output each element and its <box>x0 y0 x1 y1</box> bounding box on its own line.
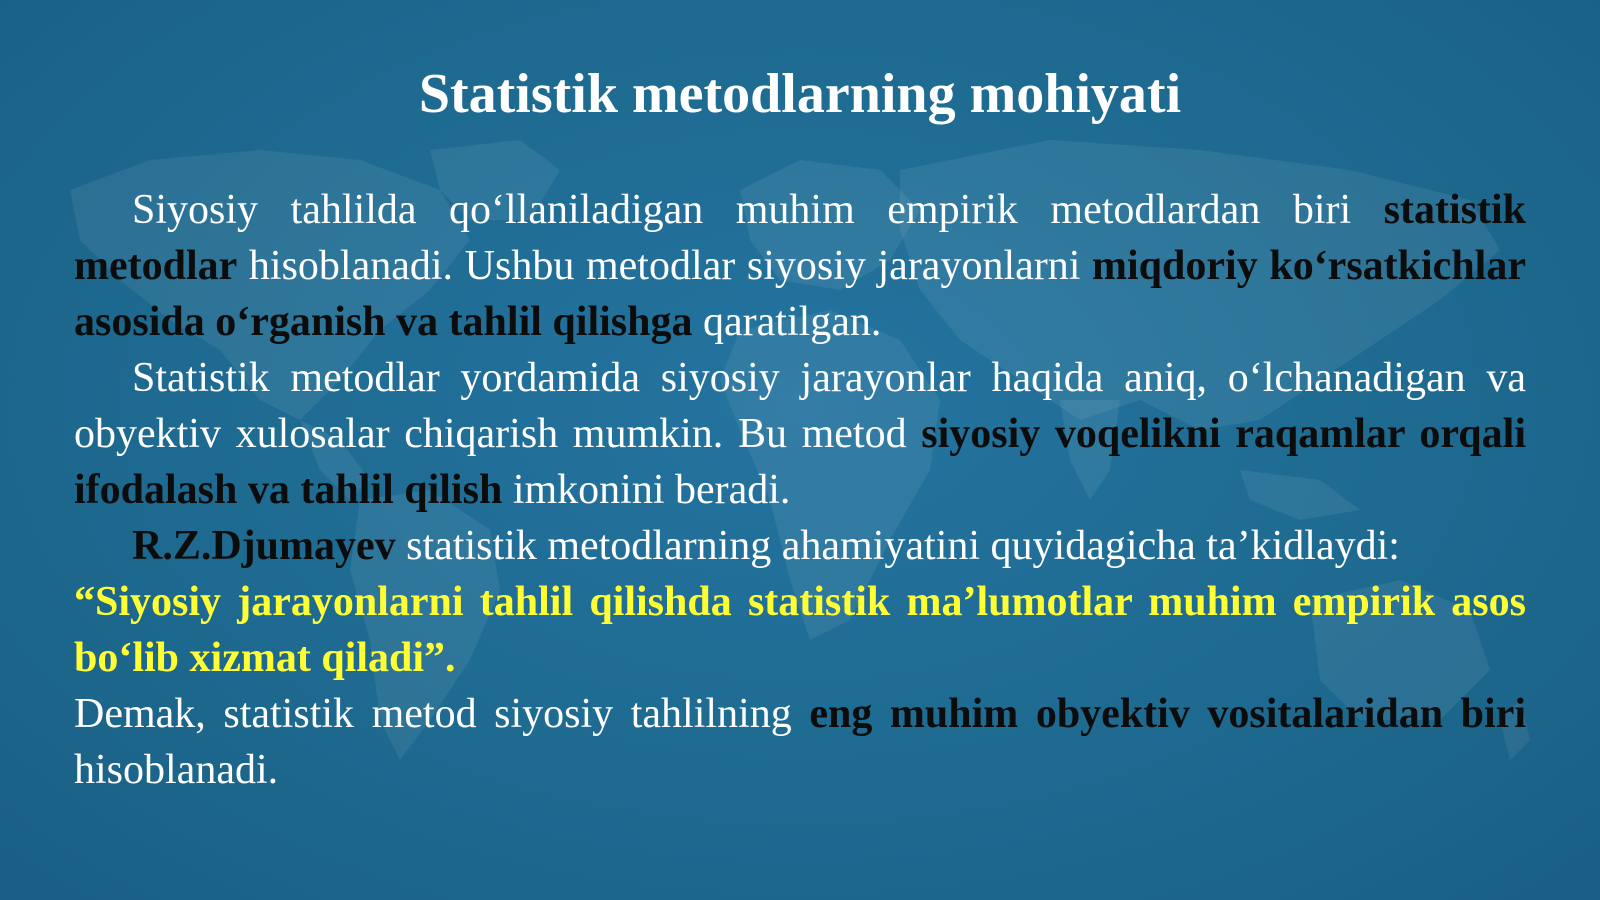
paragraph-1 <box>74 182 1526 350</box>
paragraph-1-text-c: qaratilgan. <box>692 299 882 345</box>
quote-text: “Siyosiy jarayonlarni tahlil qilishda statistik ma’lumotlar muhim empirik asos bo‘lib xizmat qiladi”. <box>74 579 1526 681</box>
paragraph-1-emphasis-b: miqdoriy ko‘rsatkichlar asosida o‘rganish va tahlil qilishga <box>74 243 1526 345</box>
paragraph-4-text-b: hisoblanadi. <box>74 747 279 793</box>
paragraph-1-text-b: hisoblanadi. Ushbu metodlar siyosiy jarayonlarni <box>237 243 1093 289</box>
paragraph-2-text-b: imkonini beradi. <box>502 467 791 513</box>
slide-title: Statistik metodlarning mohiyati <box>418 63 1182 125</box>
paragraph-3-text: statistik metodlarning ahamiyatini quyidagicha ta’kidlaydi: <box>395 523 1400 569</box>
paragraph-4-emphasis: eng muhim obyektiv vositalaridan biri <box>809 691 1527 737</box>
slide-body <box>74 182 1526 798</box>
paragraph-4 <box>74 686 1526 798</box>
author-name: R.Z.Djumayev <box>132 523 396 569</box>
paragraph-1-text-a: Siyosiy tahlilda qo‘llaniladigan muhim empirik metodlardan biri <box>132 187 1384 233</box>
paragraph-3 <box>74 518 1526 574</box>
paragraph-4-text-a: Demak, statistik metod siyosiy tahlilning <box>74 691 810 737</box>
paragraph-2-emphasis: siyosiy voqelikni raqamlar orqali ifodalash va tahlil qilish <box>74 411 1526 513</box>
paragraph-2 <box>74 350 1526 518</box>
paragraph-2-text-a: Statistik metodlar yordamida siyosiy jarayonlar haqida aniq, o‘lchanadigan va obyektiv xulosalar chiqarish mumkin. Bu metod <box>74 355 1526 457</box>
paragraph-1-emphasis-a: statistik metodlar <box>74 187 1526 289</box>
